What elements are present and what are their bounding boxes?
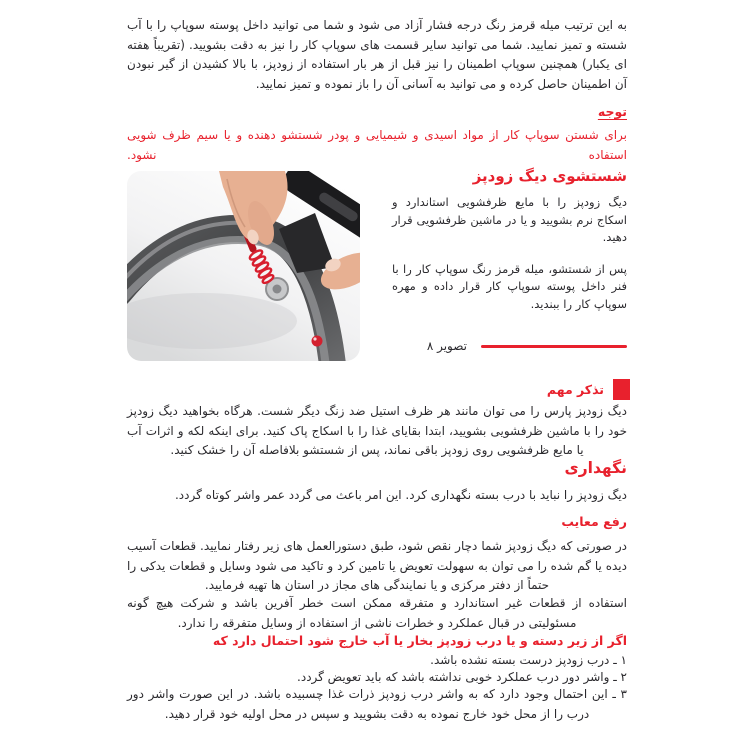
- important-note-label: تذکر مهم: [546, 382, 604, 397]
- caption-rule: [481, 345, 627, 348]
- washing-paragraph-1: دیگ زودپز را با مایع ظرفشویی استاندارد و اسکاج نرم بشویید و یا در ماشین ظرفشویی قرار دهید.: [392, 195, 627, 244]
- troubleshooting-item-1: ۱ ـ درب زودپز درست بسته نشده باشد.: [430, 653, 627, 667]
- troubleshooting-paragraph-2: استفاده از قطعات غیر استاندارد و متفرقه ممکن است خطر آفرین باشد و شرکت هیچ گونه مسئولیتی در قبال عملکرد و خطرات ناشی از استفاده از وسایل متفرقه را ندارد.: [127, 596, 627, 630]
- important-note-header: [547, 379, 630, 400]
- maintenance-text: دیگ زودپز را نباید با درب بسته نگهداری کرد. این امر باعث می گردد عمر واشر کوتاه گردد.: [174, 488, 627, 502]
- washing-paragraph-2: پس از شستشو، میله قرمز رنگ سوپاپ کار را با فنر داخل پوسته سوپاپ کار قرار داده و مهره سوپاپ کار را ببندید.: [392, 261, 627, 311]
- figure-8-photo: [127, 171, 360, 361]
- intro-paragraph: به این ترتیب میله قرمز رنگ درجه فشار آزاد می شود و شما می توانید داخل پوسته سوپاپ را با آب شسته و تمیز نمایید. شما می توانید سایر قسمت های سوپاپ کار را نیز به دقت بشویید. (تقریباً هفته ای یکبار) همچنین سوپاپ اطمینان را نیز قبل از هر بار استفاده از زودپز، با بالا کشیدن از گیر نبودن آن اطمینان حاصل کرده و می توانید به آسانی آن را باز نموده و تمیز نمایید.: [127, 18, 627, 91]
- troubleshooting-title: رفع معایب: [561, 514, 627, 529]
- pressure-cooker-lid-illustration: [127, 171, 360, 361]
- steam-leak-heading: اگر از زیر دسته و یا درب زودپز بخار یا آب خارج شود احتمال دارد که: [212, 633, 627, 648]
- notice-label: توجه: [597, 104, 627, 119]
- note-marker-square-icon: [613, 379, 630, 400]
- troubleshooting-item-2: ۲ ـ واشر دور درب عملکرد خوبی نداشته باشد که باید تعویض گردد.: [297, 670, 627, 684]
- washing-section: [392, 167, 627, 313]
- notice-text: برای شستن سوپاپ کار از مواد اسیدی و شیمیایی و پودر شستشو دهنده و یا سیم ظرف شویی استفاده نشود.: [127, 128, 627, 162]
- troubleshooting-item-3: ۳ ـ این احتمال وجود دارد که به واشر درب زودپز ذرات غذا چسبیده باشد. در این صورت واشر دور درب را از محل خود خارج نموده به دقت بشویید و سپس در محل اولیه خود قرار دهید.: [127, 687, 627, 721]
- figure-caption: تصویر ۸: [426, 339, 467, 353]
- maintenance-title: نگهداری: [564, 459, 627, 477]
- washing-section-title: شستشوی دیگ زودپز: [472, 167, 627, 185]
- figure-caption-row: [427, 339, 627, 353]
- troubleshooting-paragraph-1: در صورتی که دیگ زودپز شما دچار نقص شود، طبق دستورالعمل های زیر رفتار نمایید. قطعات آسیب دیده یا گم شده را می توان به سهولت تعویض یا تامین کرد و تاکید می شود وسایل و قطعات یدکی را حتماً از دفتر مرکزی و یا نمایندگی های مجاز در استان ها تهیه فرمایید.: [127, 539, 627, 592]
- important-note-text: دیگ زودپز پارس را می توان مانند هر ظرف استیل ضد زنگ دیگر شست. هرگاه بخواهید دیگ زودپز خود را با ماشین ظرفشویی بشویید، ابتدا بقایای غذا را با اسکاج پاک کنید. برای اینکه لکه و اثرات آب یا مایع ظرفشویی روی زودپز باقی نماند، پس از شستشو بلافاصله آن را خشک کنید.: [127, 404, 627, 457]
